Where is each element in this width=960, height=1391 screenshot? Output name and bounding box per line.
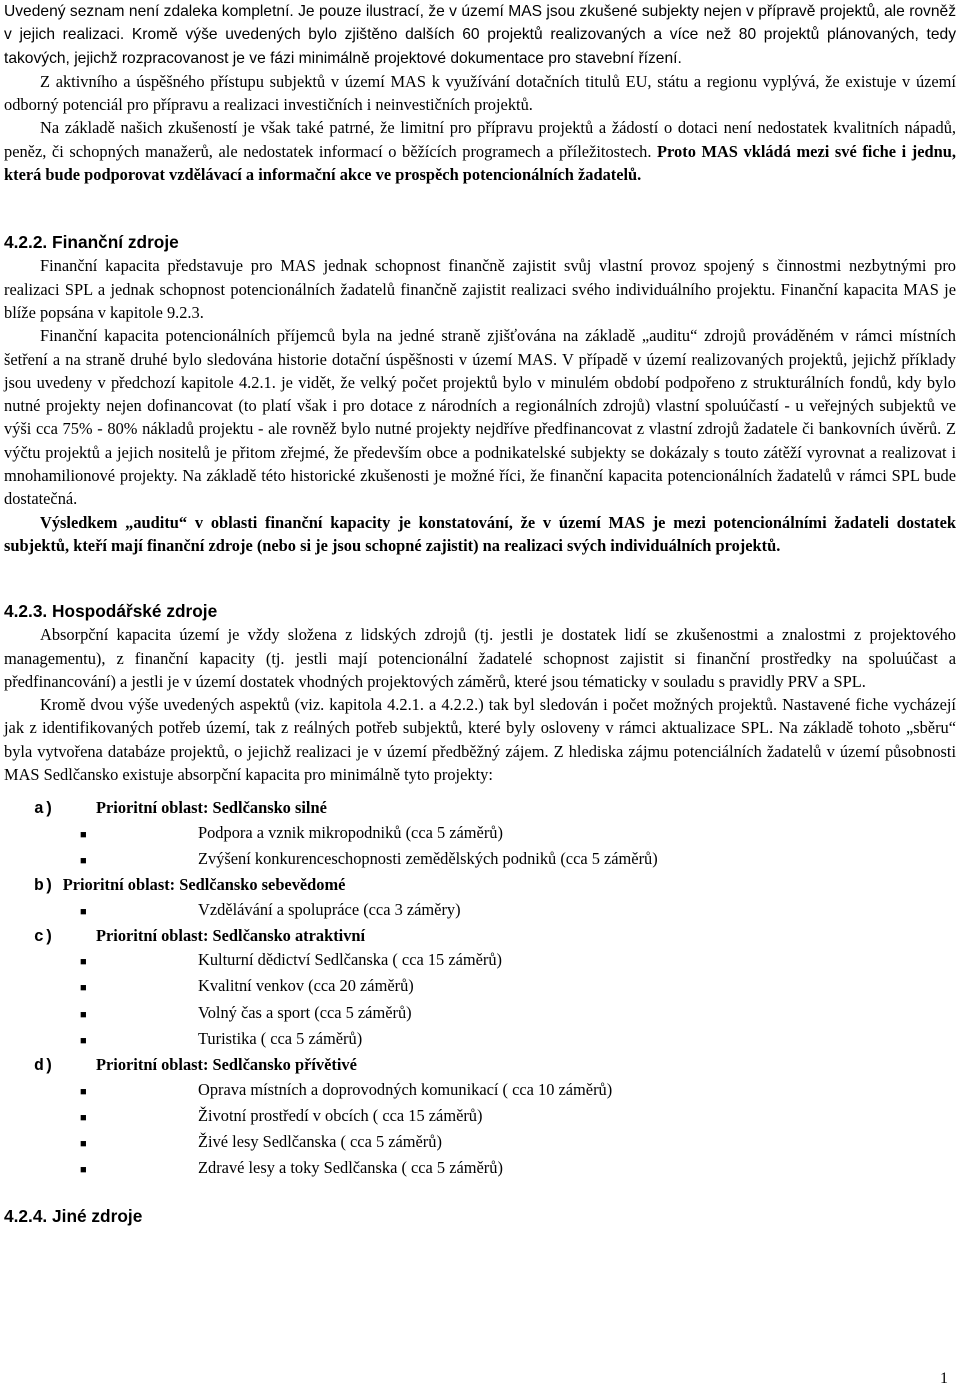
section-heading-other: 4.2.4. Jiné zdroje bbox=[4, 1205, 143, 1226]
list-item-text: Volný čas a sport (cca 5 záměrů) bbox=[198, 1002, 412, 1022]
priority-area-title: Prioritní oblast: Sedlčansko silné bbox=[96, 798, 327, 818]
economic-paragraph-2: Kromě dvou výše uvedených aspektů (viz. kapitola 4.2.1. a 4.2.2.) tak byl sledován i počet možných projektů. Nastavené fiche vycházejí jak z identifikovaných potřeb území, tak z reálných potřeb subjektů, které byly osloveny v rámci aktualizace SPL. Na základě tohoto „sběru“ byla vytvořena databáze projektů, o jejichž realizaci je v území předběžný zájem. Z hlediska zájmu potenciálních žadatelů v území působnosti MAS Sedlčansko existuje absorpční kapacita pro minimálně tyto projekty: bbox=[4, 695, 956, 785]
list-marker: d) bbox=[34, 1056, 54, 1076]
square-bullet-icon: ■ bbox=[80, 905, 87, 918]
priority-area-a bbox=[4, 796, 956, 820]
intro-paragraph-1: Uvedený seznam není zdaleka kompletní. Je pouze ilustrací, že v území MAS jsou zkušené subjekty nejen v přípravě projektů, ale rovněž v jejich realizaci. Kromě výše uvedených bylo zjištěno dalších 60 projektů realizovaných a více než 80 projektů plánovaných, tedy takových, jejichž rozpracovanost je ve fázi minimálně projektové dokumentace pro stavební řízení. bbox=[4, 3, 956, 67]
section-heading-economic: 4.2.3. Hospodářské zdroje bbox=[4, 601, 218, 622]
list-item bbox=[4, 847, 956, 873]
list-item-text: Vzdělávání a spolupráce (cca 3 záměry) bbox=[198, 899, 461, 919]
financial-conclusion: Výsledkem „auditu“ v oblasti finanční kapacity je konstatování, že v území MAS je mezi potencionálními žadateli dostatek subjektů, kteří mají finanční zdroje (nebo si je jsou schopné zajistit) na realizaci svých individuálních projektů. bbox=[4, 512, 956, 555]
financial-paragraph-1: Finanční kapacita představuje pro MAS jednak schopnost finančně zajistit svůj vlastní provoz spojený s činnostmi nezbytnými pro realizaci SPL a jednak schopnost potencionálních žadatelů finančně zajistit realizaci svého individuálního projektu. Finanční kapacita MAS je blíže popsána v kapitole 9.2.3. bbox=[4, 256, 956, 322]
page-number: 1 bbox=[940, 1370, 948, 1387]
list-item bbox=[4, 1130, 956, 1156]
list-item bbox=[4, 898, 956, 924]
priority-area-title: Prioritní oblast: Sedlčansko atraktivní bbox=[96, 925, 366, 945]
spacer bbox=[4, 557, 956, 599]
list-item-text: Oprava místních a doprovodných komunikací ( cca 10 záměrů) bbox=[198, 1079, 613, 1099]
priority-area-title: Prioritní oblast: Sedlčansko sebevědomé bbox=[62, 875, 346, 895]
priority-area-d bbox=[4, 1053, 956, 1077]
spacer bbox=[4, 186, 956, 230]
list-item-text: Kvalitní venkov (cca 20 záměrů) bbox=[198, 976, 414, 996]
list-item bbox=[4, 1078, 956, 1104]
document-page bbox=[4, 0, 956, 1228]
economic-paragraph-1: Absorpční kapacita území je vždy složena z lidských zdrojů (tj. jestli je dostatek lidí se zkušenostmi a znalostmi z projektového managementu), z finanční kapacity (tj. jestli mají potencionální žadatelé schopnost zajistit si finanční prostředky na spoluúčast a předfinancování) a jestli je v území dostatek vhodných projektových záměrů, které jsou tématicky v souladu s pravidly PRV a SPL. bbox=[4, 625, 956, 691]
list-item-text: Podpora a vznik mikropodniků (cca 5 záměrů) bbox=[198, 822, 503, 842]
square-bullet-icon: ■ bbox=[80, 854, 87, 867]
square-bullet-icon: ■ bbox=[80, 956, 87, 969]
intro-paragraph-3-emphasis: Proto MAS vkládá mezi své fiche i jednu, která bude podporovat vzdělávací a informační akce ve prospěch potencionálních žadatelů. bbox=[4, 141, 956, 185]
intro-paragraph-2: Z aktivního a úspěšného přístupu subjektů v území MAS k využívání dotačních titulů EU, státu a regionu vyplývá, že existuje v území odborný potenciál pro přípravu a realizaci investičních i neinvestičních projektů. bbox=[4, 71, 956, 115]
intro-paragraph-3-text: Na základě našich zkušeností je však také patrné, že limitní pro přípravu projektů a žádostí o dotaci není nedostatek kvalitních nápadů, peněz, či schopných manažerů, ale nedostatek informací o běžících programech a příležitostech. bbox=[4, 118, 956, 161]
list-marker: c) bbox=[34, 926, 54, 946]
list-item-text: Živé lesy Sedlčanska ( cca 5 záměrů) bbox=[198, 1132, 442, 1152]
square-bullet-icon: ■ bbox=[80, 1034, 87, 1047]
list-marker: b) bbox=[34, 876, 54, 896]
list-item bbox=[4, 1104, 956, 1130]
list-marker: a) bbox=[34, 799, 54, 819]
square-bullet-icon: ■ bbox=[80, 828, 87, 841]
square-bullet-icon: ■ bbox=[80, 982, 87, 995]
priority-area-title: Prioritní oblast: Sedlčansko přívětivé bbox=[96, 1055, 357, 1075]
priority-area-b bbox=[4, 873, 956, 897]
list-item bbox=[4, 974, 956, 1000]
list-item-text: Turistika ( cca 5 záměrů) bbox=[198, 1028, 363, 1048]
spacer bbox=[4, 1183, 956, 1204]
intro-paragraph-3 bbox=[4, 116, 956, 186]
square-bullet-icon: ■ bbox=[80, 1111, 87, 1124]
list-item bbox=[4, 948, 956, 974]
square-bullet-icon: ■ bbox=[80, 1008, 87, 1021]
list-item bbox=[4, 821, 956, 847]
list-item bbox=[4, 1001, 956, 1027]
square-bullet-icon: ■ bbox=[80, 1085, 87, 1098]
list-item-text: Kulturní dědictví Sedlčanska ( cca 15 záměrů) bbox=[198, 950, 503, 970]
list-item-text: Zdravé lesy a toky Sedlčanska ( cca 5 záměrů) bbox=[198, 1158, 503, 1178]
square-bullet-icon: ■ bbox=[80, 1138, 87, 1151]
list-item bbox=[4, 1156, 956, 1182]
list-item-text: Životní prostředí v obcích ( cca 15 záměrů) bbox=[198, 1105, 483, 1125]
spacer bbox=[4, 786, 956, 796]
list-item-text: Zvýšení konkurenceschopnosti zemědělských podniků (cca 5 záměrů) bbox=[198, 848, 658, 868]
priority-areas-list bbox=[4, 796, 956, 1182]
priority-area-c bbox=[4, 924, 956, 948]
section-heading-financial: 4.2.2. Finanční zdroje bbox=[4, 232, 179, 253]
list-item bbox=[4, 1027, 956, 1053]
financial-paragraph-2: Finanční kapacita potencionálních příjemců byla na jedné straně zjišťována na základě „auditu“ zdrojů prováděném v rámci místních šetření a na straně druhé bylo sledována historie dotační úspěšnosti v území MAS. V případě v území realizovaných projektů, jejichž příklady jsou uvedeny v předchozí kapitole 4.2.1. je vidět, že velký počet projektů bylo v minulém období podpořeno z strukturálních fondů, kdy bylo nutné projekty nejen dofinancovat (to platí však i pro dotace z národních a regionálních zdrojů) vlastní spoluúčastí - u veřejných subjektů ve výši cca 75% - 80% nákladů projektu - ale rovněž bylo nutné projekty nejdříve předfinancovat z vlastní zdrojů žadatele či bankovních úvěrů. Z výčtu projektů a jejich nositelů je přitom zřejmé, že především obce a podnikatelské subjekty se dokázaly s touto zátěží vyrovnat a realizovat i mnohamilionové projekty. Na základě této historické zkušenosti je možné říci, že finanční kapacita potencionálních žadatelů v rámci SPL bude dostatečná. bbox=[4, 326, 956, 509]
square-bullet-icon: ■ bbox=[80, 1164, 87, 1177]
